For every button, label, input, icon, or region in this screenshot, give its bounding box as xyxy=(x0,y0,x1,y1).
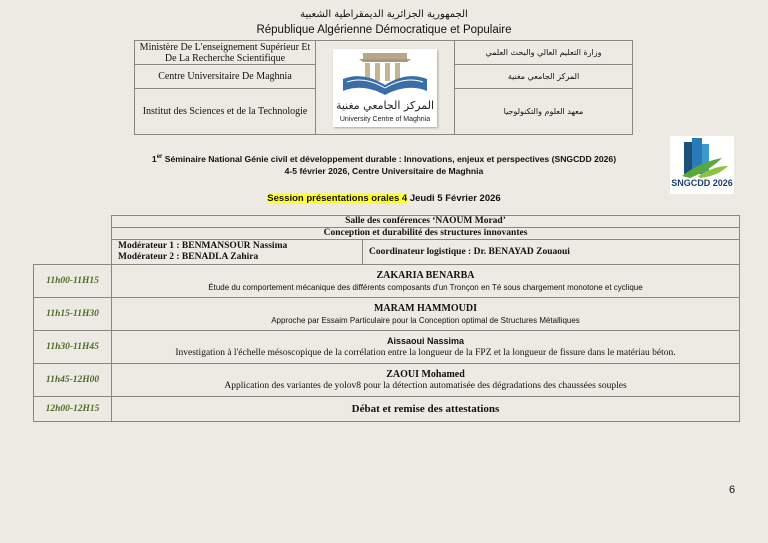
page-number: 6 xyxy=(729,484,736,496)
institute-fr: Institut des Sciences et de la Technologie xyxy=(135,89,316,135)
talk-title: Étude du comportement mécanique des différents composants d'un Tronçon en Té sous chargement monotone et cyclique xyxy=(208,283,643,292)
talk-time: 11h30-11H45 xyxy=(34,331,112,364)
moderator-2: Modérateur 2 : BENADLA Zahira xyxy=(118,252,259,262)
french-republic-title: République Algérienne Démocratique et Populaire xyxy=(256,24,512,36)
program-table xyxy=(33,215,740,422)
talk-time: 11h00-11H15 xyxy=(34,265,112,298)
seminar-ordinal-sup: er xyxy=(156,154,163,160)
sngcdd-logo-label: SNGCDD 2026 xyxy=(671,178,733,188)
session-theme: Conception et durabilité des structures innovantes xyxy=(112,228,740,240)
talk-speaker: ZAKARIA BENARBA xyxy=(376,270,475,281)
talk-row xyxy=(34,298,740,331)
talk-speaker: Aissaoui Nassima xyxy=(386,336,465,346)
logo-caption: University Centre of Maghnia xyxy=(339,115,431,123)
sngcdd-logo xyxy=(670,136,734,194)
institute-ar: معهد العلوم والتكنولوجيا xyxy=(455,89,633,135)
talk-speaker: ZAOUI Mohamed xyxy=(386,369,465,380)
room-name: Salle des conférences ‘NAOUM Morad’ xyxy=(112,216,740,228)
talk-time: 11h45-12H00 xyxy=(34,364,112,397)
closing-time: 12h00-12H15 xyxy=(34,397,112,422)
moderator-1: Modérateur 1 : BENMANSOUR Nassima xyxy=(118,241,288,251)
arabic-republic-title: الجمهورية الجزائرية الديمقراطية الشعبية xyxy=(300,9,468,20)
talk-row xyxy=(34,364,740,397)
session-heading xyxy=(0,193,768,204)
session-label-highlight: Session présentations orales 4 xyxy=(267,193,408,204)
talk-speaker: MARAM HAMMOUDI xyxy=(373,303,478,314)
seminar-title xyxy=(0,151,768,165)
logo-arabic-text: المركز الجامعي مغنية xyxy=(335,98,435,112)
seminar-dates: 4-5 février 2026, Centre Universitaire de Maghnia xyxy=(284,165,484,176)
talk-title: Approche par Essaim Particulaire pour la Conception optimal de Structures Métalliques xyxy=(271,316,580,325)
logistics-coordinator: Coordinateur logistique : Dr. BENAYAD Zouaoui xyxy=(363,240,740,265)
closing-row xyxy=(34,397,740,422)
talk-time: 11h15-11H30 xyxy=(34,298,112,331)
session-date: Jeudi 5 Février 2026 xyxy=(407,193,501,204)
talk-row xyxy=(34,331,740,364)
talk-title: Investigation à l'échelle mésoscopique de la corrélation entre la longueur de la FPZ et la longueur de fissure dans le matériau béton. xyxy=(175,348,676,358)
moderators xyxy=(112,240,363,265)
university-logo xyxy=(333,49,437,127)
closing-label: Débat et remise des attestations xyxy=(112,397,740,422)
ministry-ar: وزارة التعليم العالي والبحث العلمي xyxy=(455,41,633,65)
centre-fr: Centre Universitaire De Maghnia xyxy=(135,65,316,89)
talk-title: Application des variantes de yolov8 pour la détection automatisée des dégradations des chaussées souples xyxy=(224,381,627,391)
seminar-title-text: Séminaire National Génie civil et développement durable : Innovations, enjeux et perspectives (SNGCDD 2026) xyxy=(162,153,617,164)
talk-row xyxy=(34,265,740,298)
ministry-fr: Ministère De L'enseignement Supérieur Et De La Recherche Scientifique xyxy=(135,41,316,65)
seminar-info xyxy=(0,151,768,177)
seminar-ordinal: 1 xyxy=(151,153,157,164)
logo-cell xyxy=(316,41,455,135)
centre-ar: المركز الجامعي مغنية xyxy=(455,65,633,89)
institution-header-table xyxy=(134,40,633,135)
